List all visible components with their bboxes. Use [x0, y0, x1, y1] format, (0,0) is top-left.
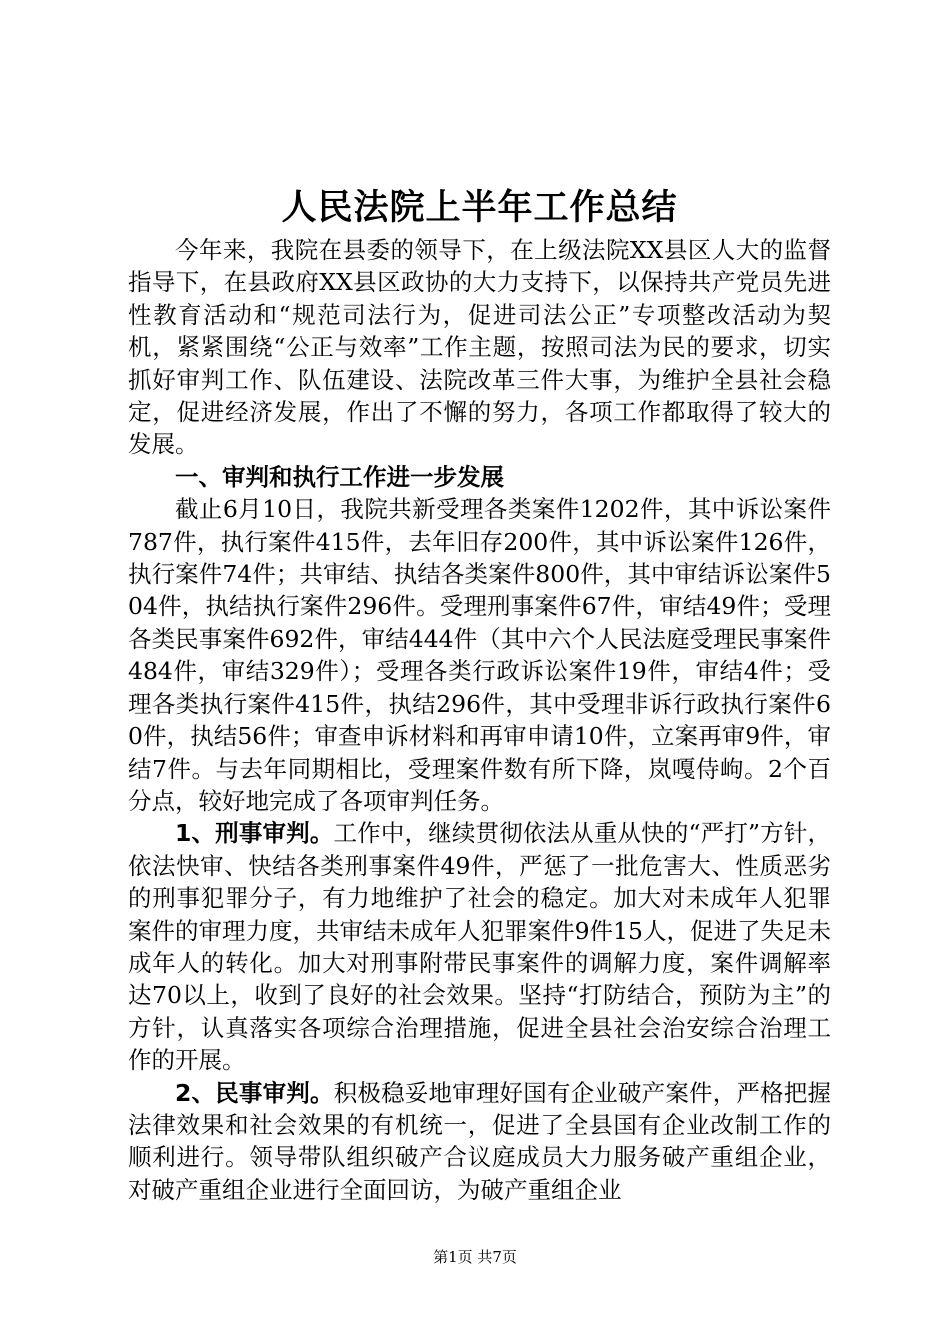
civil-trial-paragraph: [128, 1077, 831, 1207]
civil-trial-body: 积极稳妥地审理好国有企业破产案件，严格把握法律效果和社会效果的有机统一，促进了全县国有企业改制工作的顺利进行。领导带队组织破产合议庭成员大力服务破产重组企业，对破产重组企业进行全面回访，为破产重组企业: [128, 1078, 831, 1204]
criminal-trial-paragraph: [128, 817, 831, 1076]
intro-paragraph: 今年来，我院在县委的领导下，在上级法院XX县区人大的监督指导下，在县政府XX县区政协的大力支持下，以保持共产党员先进性教育活动和“规范司法行为，促进司法公正”专项整改活动为契机，紧紧围绕“公正与效率”工作主题，按照司法为民的要求，切实抓好审判工作、队伍建设、法院改革三件大事，为维护全县社会稳定，促进经济发展，作出了不懈的努力，各项工作都取得了较大的发展。: [128, 236, 831, 459]
criminal-trial-lead: 1、刑事审判。: [175, 819, 334, 848]
civil-trial-lead: 2、民事审判。: [175, 1078, 334, 1107]
section-heading: 一、审判和执行工作进一步发展: [175, 462, 504, 491]
page-footer: 第1页 共7页: [433, 1248, 517, 1266]
criminal-trial-body: 工作中，继续贯彻依法从重从快的“严打”方针，依法快审、快结各类刑事案件49件，严惩了一批危害大、性质恶劣的刑事犯罪分子，有力地维护了社会的稳定。加大对未成年人犯罪案件的审理力度，共审结未成年人犯罪案件9件15人，促进了失足未成年人的转化。加大对刑事附带民事案件的调解力度，案件调解率达70以上，收到了良好的社会效果。坚持“打防结合，预防为主”的方针，认真落实各项综合治理措施，促进全县社会治安综合治理工作的开展。: [128, 819, 831, 1075]
document-title: 人民法院上半年工作总结: [281, 187, 678, 228]
section-body-paragraph: 截止6月10日，我院共新受理各类案件1202件，其中诉讼案件787件，执行案件415件，去年旧存200件，其中诉讼案件126件，执行案件74件；共审结、执结各类案件800件，其中审结诉讼案件504件，执结执行案件296件。受理刑事案件67件，审结49件；受理各类民事案件692件，审结444件（其中六个人民法庭受理民事案件484件，审结329件）；受理各类行政诉讼案件19件，审结4件；受理各类执行案件415件，执结296件，其中受理非诉行政执行案件60件，执结56件；审查申诉材料和再审申请10件，立案再审9件，审结7件。与去年同期相比，受理案件数有所下降，岚嘎侍岣。2个百分点，较好地完成了各项审判任务。: [128, 495, 831, 815]
document-page: [128, 180, 831, 1206]
